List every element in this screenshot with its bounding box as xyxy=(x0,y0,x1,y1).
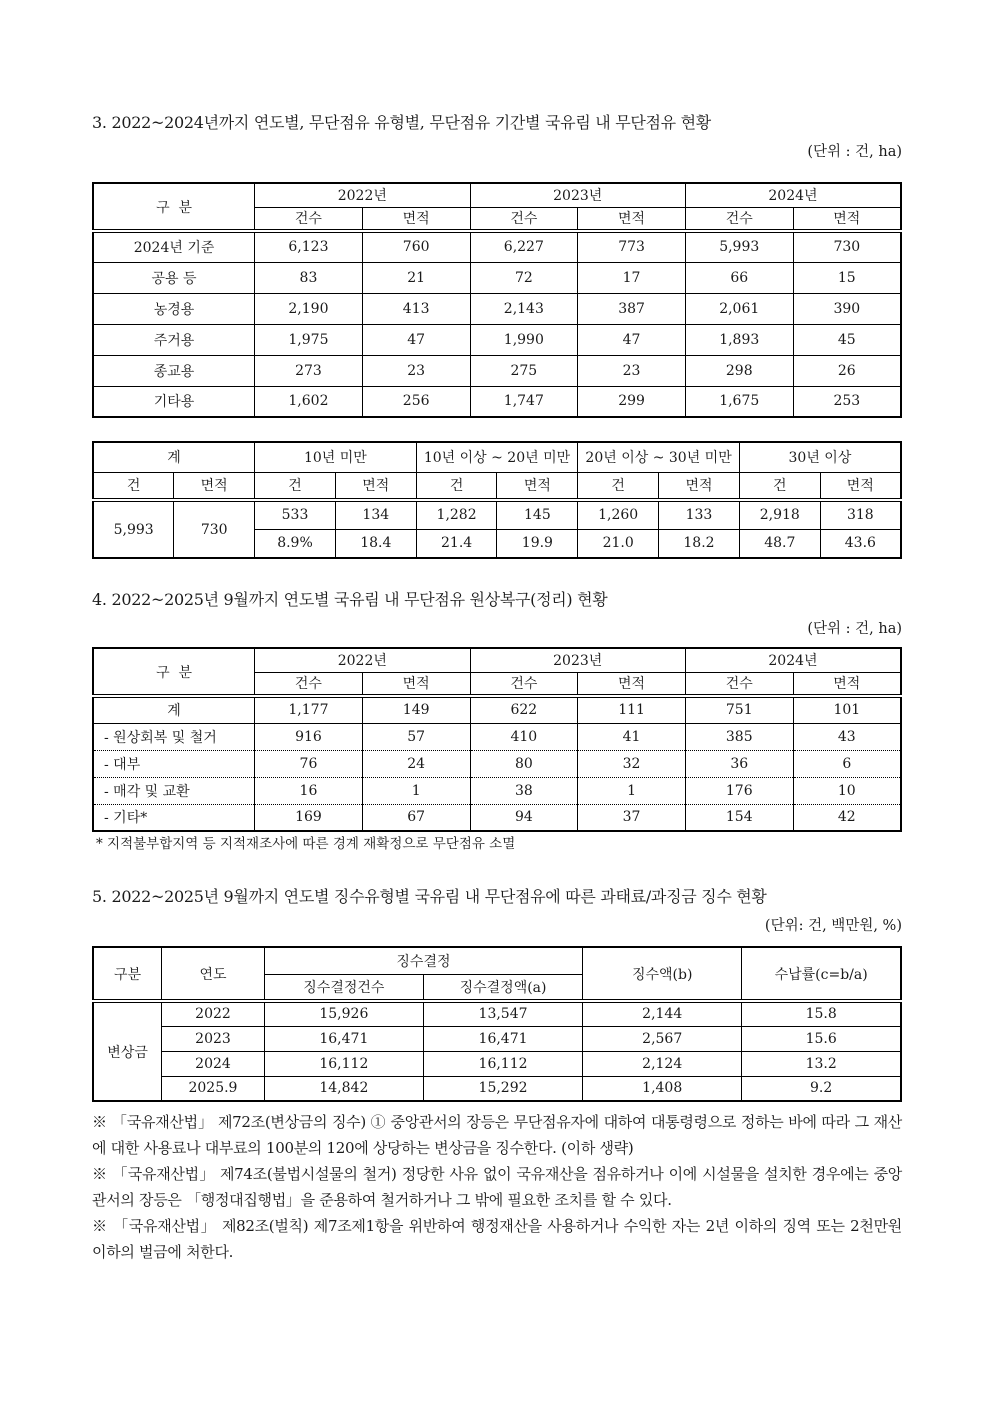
header-period: 10년 미만 xyxy=(255,442,417,472)
table-footnote: * 지적불부합지역 등 지적재조사에 따른 경계 재확정으로 무단점유 소멸 xyxy=(96,836,516,852)
header-rate: 수납률(c=b/a) xyxy=(742,947,901,1001)
table-row xyxy=(93,262,901,293)
table-row xyxy=(93,696,901,723)
cell: 154 xyxy=(685,804,793,831)
cell: 169 xyxy=(255,804,363,831)
legal-footnotes xyxy=(92,1109,902,1265)
cell: 72 xyxy=(470,262,578,293)
total-count-cell: 5,993 xyxy=(93,500,174,558)
cell: 16,112 xyxy=(423,1051,582,1076)
cell: 387 xyxy=(578,293,686,324)
cell: 66 xyxy=(685,262,793,293)
cell: 16 xyxy=(255,777,363,804)
cell: 14,842 xyxy=(264,1076,423,1101)
cell: 1,675 xyxy=(685,386,793,417)
section-5-unit-label: (단위: 건, 백만원, %) xyxy=(764,918,902,934)
cell: 23 xyxy=(578,355,686,386)
footnote-article-72: ※ 「국유재산법」 제72조(변상금의 징수) ① 중앙관서의 장등은 무단점유자에 대하여 대통령령으로 정하는 바에 따라 그 재산에 대한 사용료나 대부료의 100분의 120에 상당하는 변상금을 징수한다. (이하 생략) xyxy=(92,1113,902,1157)
cell: 24 xyxy=(362,750,470,777)
cell: 253 xyxy=(793,386,901,417)
cell: 134 xyxy=(335,500,416,529)
header-count: 건수 xyxy=(255,672,363,696)
header-count: 건수 xyxy=(685,672,793,696)
section-5-title: 5. 2022~2025년 9월까지 연도별 징수유형별 국유림 내 무단점유에 따른 과태료/과징금 징수 현황 xyxy=(92,887,767,906)
cell: 1,260 xyxy=(578,500,659,529)
table-row xyxy=(93,386,901,417)
cell: 2,124 xyxy=(583,1051,742,1076)
row-label: 주거용 xyxy=(93,324,255,355)
header-gubun: 구분 xyxy=(93,947,162,1001)
table-row xyxy=(93,1001,901,1026)
cell: 2,567 xyxy=(583,1026,742,1051)
cell: 43.6 xyxy=(820,529,901,558)
header-gubun: 구 분 xyxy=(93,648,255,696)
cell: 17 xyxy=(578,262,686,293)
table-row xyxy=(93,1051,901,1076)
header-count: 건수 xyxy=(470,207,578,231)
header-area: 면적 xyxy=(578,672,686,696)
cell: 15.8 xyxy=(742,1001,901,1026)
cell: 145 xyxy=(497,500,578,529)
table-row xyxy=(93,293,901,324)
cell: 15,292 xyxy=(423,1076,582,1101)
cell: 1,747 xyxy=(470,386,578,417)
cell: 15 xyxy=(793,262,901,293)
cell: 2,143 xyxy=(470,293,578,324)
cell: 57 xyxy=(362,723,470,750)
header-total: 계 xyxy=(93,442,255,472)
cell: 273 xyxy=(255,355,363,386)
cell: 83 xyxy=(255,262,363,293)
table-row xyxy=(93,723,901,750)
table-row xyxy=(93,804,901,831)
table-row xyxy=(93,324,901,355)
header-period: 30년 이상 xyxy=(739,442,901,472)
row-label: - 매각 및 교환 xyxy=(93,777,255,804)
row-label: 공용 등 xyxy=(93,262,255,293)
header-count: 건수 xyxy=(470,672,578,696)
cell: 36 xyxy=(685,750,793,777)
cell: 1,282 xyxy=(416,500,497,529)
section-4-unit-label: (단위 : 건, ha) xyxy=(807,621,902,637)
cell: 47 xyxy=(578,324,686,355)
header-area: 면적 xyxy=(362,672,470,696)
header-count: 건 xyxy=(578,472,659,500)
section-4-title: 4. 2022~2025년 9월까지 연도별 국유림 내 무단점유 원상복구(정리) 현황 xyxy=(92,590,608,609)
header-decision-count: 징수결정건수 xyxy=(264,974,423,1001)
table-row xyxy=(93,1026,901,1051)
cell: 15.6 xyxy=(742,1026,901,1051)
row-label: - 원상회복 및 철거 xyxy=(93,723,255,750)
cell: 385 xyxy=(685,723,793,750)
cell: 32 xyxy=(578,750,686,777)
cell: 43 xyxy=(793,723,901,750)
header-area: 면적 xyxy=(820,472,901,500)
cell: 410 xyxy=(470,723,578,750)
cell: 38 xyxy=(470,777,578,804)
cell: 1,990 xyxy=(470,324,578,355)
header-count: 건 xyxy=(255,472,336,500)
cell: 21 xyxy=(362,262,470,293)
cell: 2,918 xyxy=(739,500,820,529)
header-area: 면적 xyxy=(497,472,578,500)
cell: 1,177 xyxy=(255,696,363,723)
table-row xyxy=(93,750,901,777)
section-3-title: 3. 2022~2024년까지 연도별, 무단점유 유형별, 무단점유 기간별 국유림 내 무단점유 현황 xyxy=(92,113,711,132)
header-area: 면적 xyxy=(578,207,686,231)
cell: 773 xyxy=(578,231,686,262)
year-cell: 2024 xyxy=(162,1051,265,1076)
cell: 101 xyxy=(793,696,901,723)
cell: 1,602 xyxy=(255,386,363,417)
cell: 26 xyxy=(793,355,901,386)
cell: 16,471 xyxy=(264,1026,423,1051)
header-count: 건 xyxy=(416,472,497,500)
cell: 8.9% xyxy=(255,529,336,558)
header-year: 2022년 xyxy=(255,648,470,672)
row-label: 계 xyxy=(93,696,255,723)
header-area: 면적 xyxy=(362,207,470,231)
header-gubun: 구 분 xyxy=(93,183,255,231)
cell: 133 xyxy=(659,500,740,529)
footnote-article-74: ※ 「국유재산법」 제74조(불법시설물의 철거) 정당한 사유 없이 국유재산을 점유하거나 이에 시설물을 설치한 경우에는 중앙관서의 장등은 「행정대집행법」을 준용하여 철거하거나 그 밖에 필요한 조치를 할 수 있다. xyxy=(92,1165,902,1209)
cell: 275 xyxy=(470,355,578,386)
cell: 533 xyxy=(255,500,336,529)
cell: 18.2 xyxy=(659,529,740,558)
row-label: 기타용 xyxy=(93,386,255,417)
cell: 23 xyxy=(362,355,470,386)
section-3-unit-label: (단위 : 건, ha) xyxy=(807,144,902,160)
cell: 111 xyxy=(578,696,686,723)
row-label: 농경용 xyxy=(93,293,255,324)
header-period: 10년 이상 ~ 20년 미만 xyxy=(416,442,578,472)
header-area: 면적 xyxy=(174,472,255,500)
cell: 15,926 xyxy=(264,1001,423,1026)
cell: 2,061 xyxy=(685,293,793,324)
cell: 916 xyxy=(255,723,363,750)
restoration-table xyxy=(92,647,902,832)
cell: 299 xyxy=(578,386,686,417)
header-year: 2024년 xyxy=(685,183,901,207)
cell: 21.4 xyxy=(416,529,497,558)
row-label: - 기타* xyxy=(93,804,255,831)
row-label: 종교용 xyxy=(93,355,255,386)
cell: 760 xyxy=(362,231,470,262)
cell: 298 xyxy=(685,355,793,386)
cell: 47 xyxy=(362,324,470,355)
cell: 48.7 xyxy=(739,529,820,558)
table-row xyxy=(93,231,901,262)
row-group-label: 변상금 xyxy=(93,1001,162,1101)
cell: 1,893 xyxy=(685,324,793,355)
cell: 6,227 xyxy=(470,231,578,262)
header-year: 연도 xyxy=(162,947,265,1001)
cell: 45 xyxy=(793,324,901,355)
cell: 37 xyxy=(578,804,686,831)
cell: 6 xyxy=(793,750,901,777)
header-period: 20년 이상 ~ 30년 미만 xyxy=(578,442,740,472)
cell: 1 xyxy=(362,777,470,804)
cell: 16,112 xyxy=(264,1051,423,1076)
cell: 149 xyxy=(362,696,470,723)
row-label: - 대부 xyxy=(93,750,255,777)
cell: 16,471 xyxy=(423,1026,582,1051)
cell: 19.9 xyxy=(497,529,578,558)
table-row xyxy=(93,355,901,386)
cell: 10 xyxy=(793,777,901,804)
cell: 2,190 xyxy=(255,293,363,324)
header-year: 2022년 xyxy=(255,183,470,207)
cell: 41 xyxy=(578,723,686,750)
header-count: 건 xyxy=(93,472,174,500)
header-year: 2023년 xyxy=(470,183,685,207)
year-cell: 2022 xyxy=(162,1001,265,1026)
cell: 67 xyxy=(362,804,470,831)
year-cell: 2023 xyxy=(162,1026,265,1051)
cell: 2,144 xyxy=(583,1001,742,1026)
cell: 730 xyxy=(793,231,901,262)
cell: 622 xyxy=(470,696,578,723)
year-cell: 2025.9 xyxy=(162,1076,265,1101)
cell: 318 xyxy=(820,500,901,529)
header-count: 건수 xyxy=(255,207,363,231)
table-row xyxy=(93,1076,901,1101)
cell: 9.2 xyxy=(742,1076,901,1101)
cell: 76 xyxy=(255,750,363,777)
footnote-article-82: ※ 「국유재산법」 제82조(벌칙) 제7조제1항을 위반하여 행정재산을 사용하거나 수익한 자는 2년 이하의 징역 또는 2천만원 이하의 벌금에 처한다. xyxy=(92,1217,902,1261)
cell: 256 xyxy=(362,386,470,417)
header-area: 면적 xyxy=(793,207,901,231)
row-label: 2024년 기준 xyxy=(93,231,255,262)
header-year: 2024년 xyxy=(685,648,901,672)
cell: 390 xyxy=(793,293,901,324)
document-page xyxy=(92,0,902,1265)
cell: 1 xyxy=(578,777,686,804)
cell: 5,993 xyxy=(685,231,793,262)
header-decision: 징수결정 xyxy=(264,947,582,974)
cell: 1,408 xyxy=(583,1076,742,1101)
cell: 13,547 xyxy=(423,1001,582,1026)
cell: 176 xyxy=(685,777,793,804)
header-area: 면적 xyxy=(793,672,901,696)
table-row xyxy=(93,500,901,529)
header-count: 건수 xyxy=(685,207,793,231)
header-decision-amount: 징수결정액(a) xyxy=(423,974,582,1001)
cell: 21.0 xyxy=(578,529,659,558)
cell: 6,123 xyxy=(255,231,363,262)
header-area: 면적 xyxy=(335,472,416,500)
header-count: 건 xyxy=(739,472,820,500)
header-area: 면적 xyxy=(659,472,740,500)
cell: 42 xyxy=(793,804,901,831)
total-area-cell: 730 xyxy=(174,500,255,558)
table-row xyxy=(93,777,901,804)
cell: 94 xyxy=(470,804,578,831)
cell: 18.4 xyxy=(335,529,416,558)
cell: 1,975 xyxy=(255,324,363,355)
occupation-by-period-table xyxy=(92,441,902,559)
cell: 751 xyxy=(685,696,793,723)
cell: 13.2 xyxy=(742,1051,901,1076)
occupation-by-type-table xyxy=(92,182,902,418)
header-collected: 징수액(b) xyxy=(583,947,742,1001)
levy-collection-table xyxy=(92,946,902,1102)
cell: 80 xyxy=(470,750,578,777)
header-year: 2023년 xyxy=(470,648,685,672)
cell: 413 xyxy=(362,293,470,324)
